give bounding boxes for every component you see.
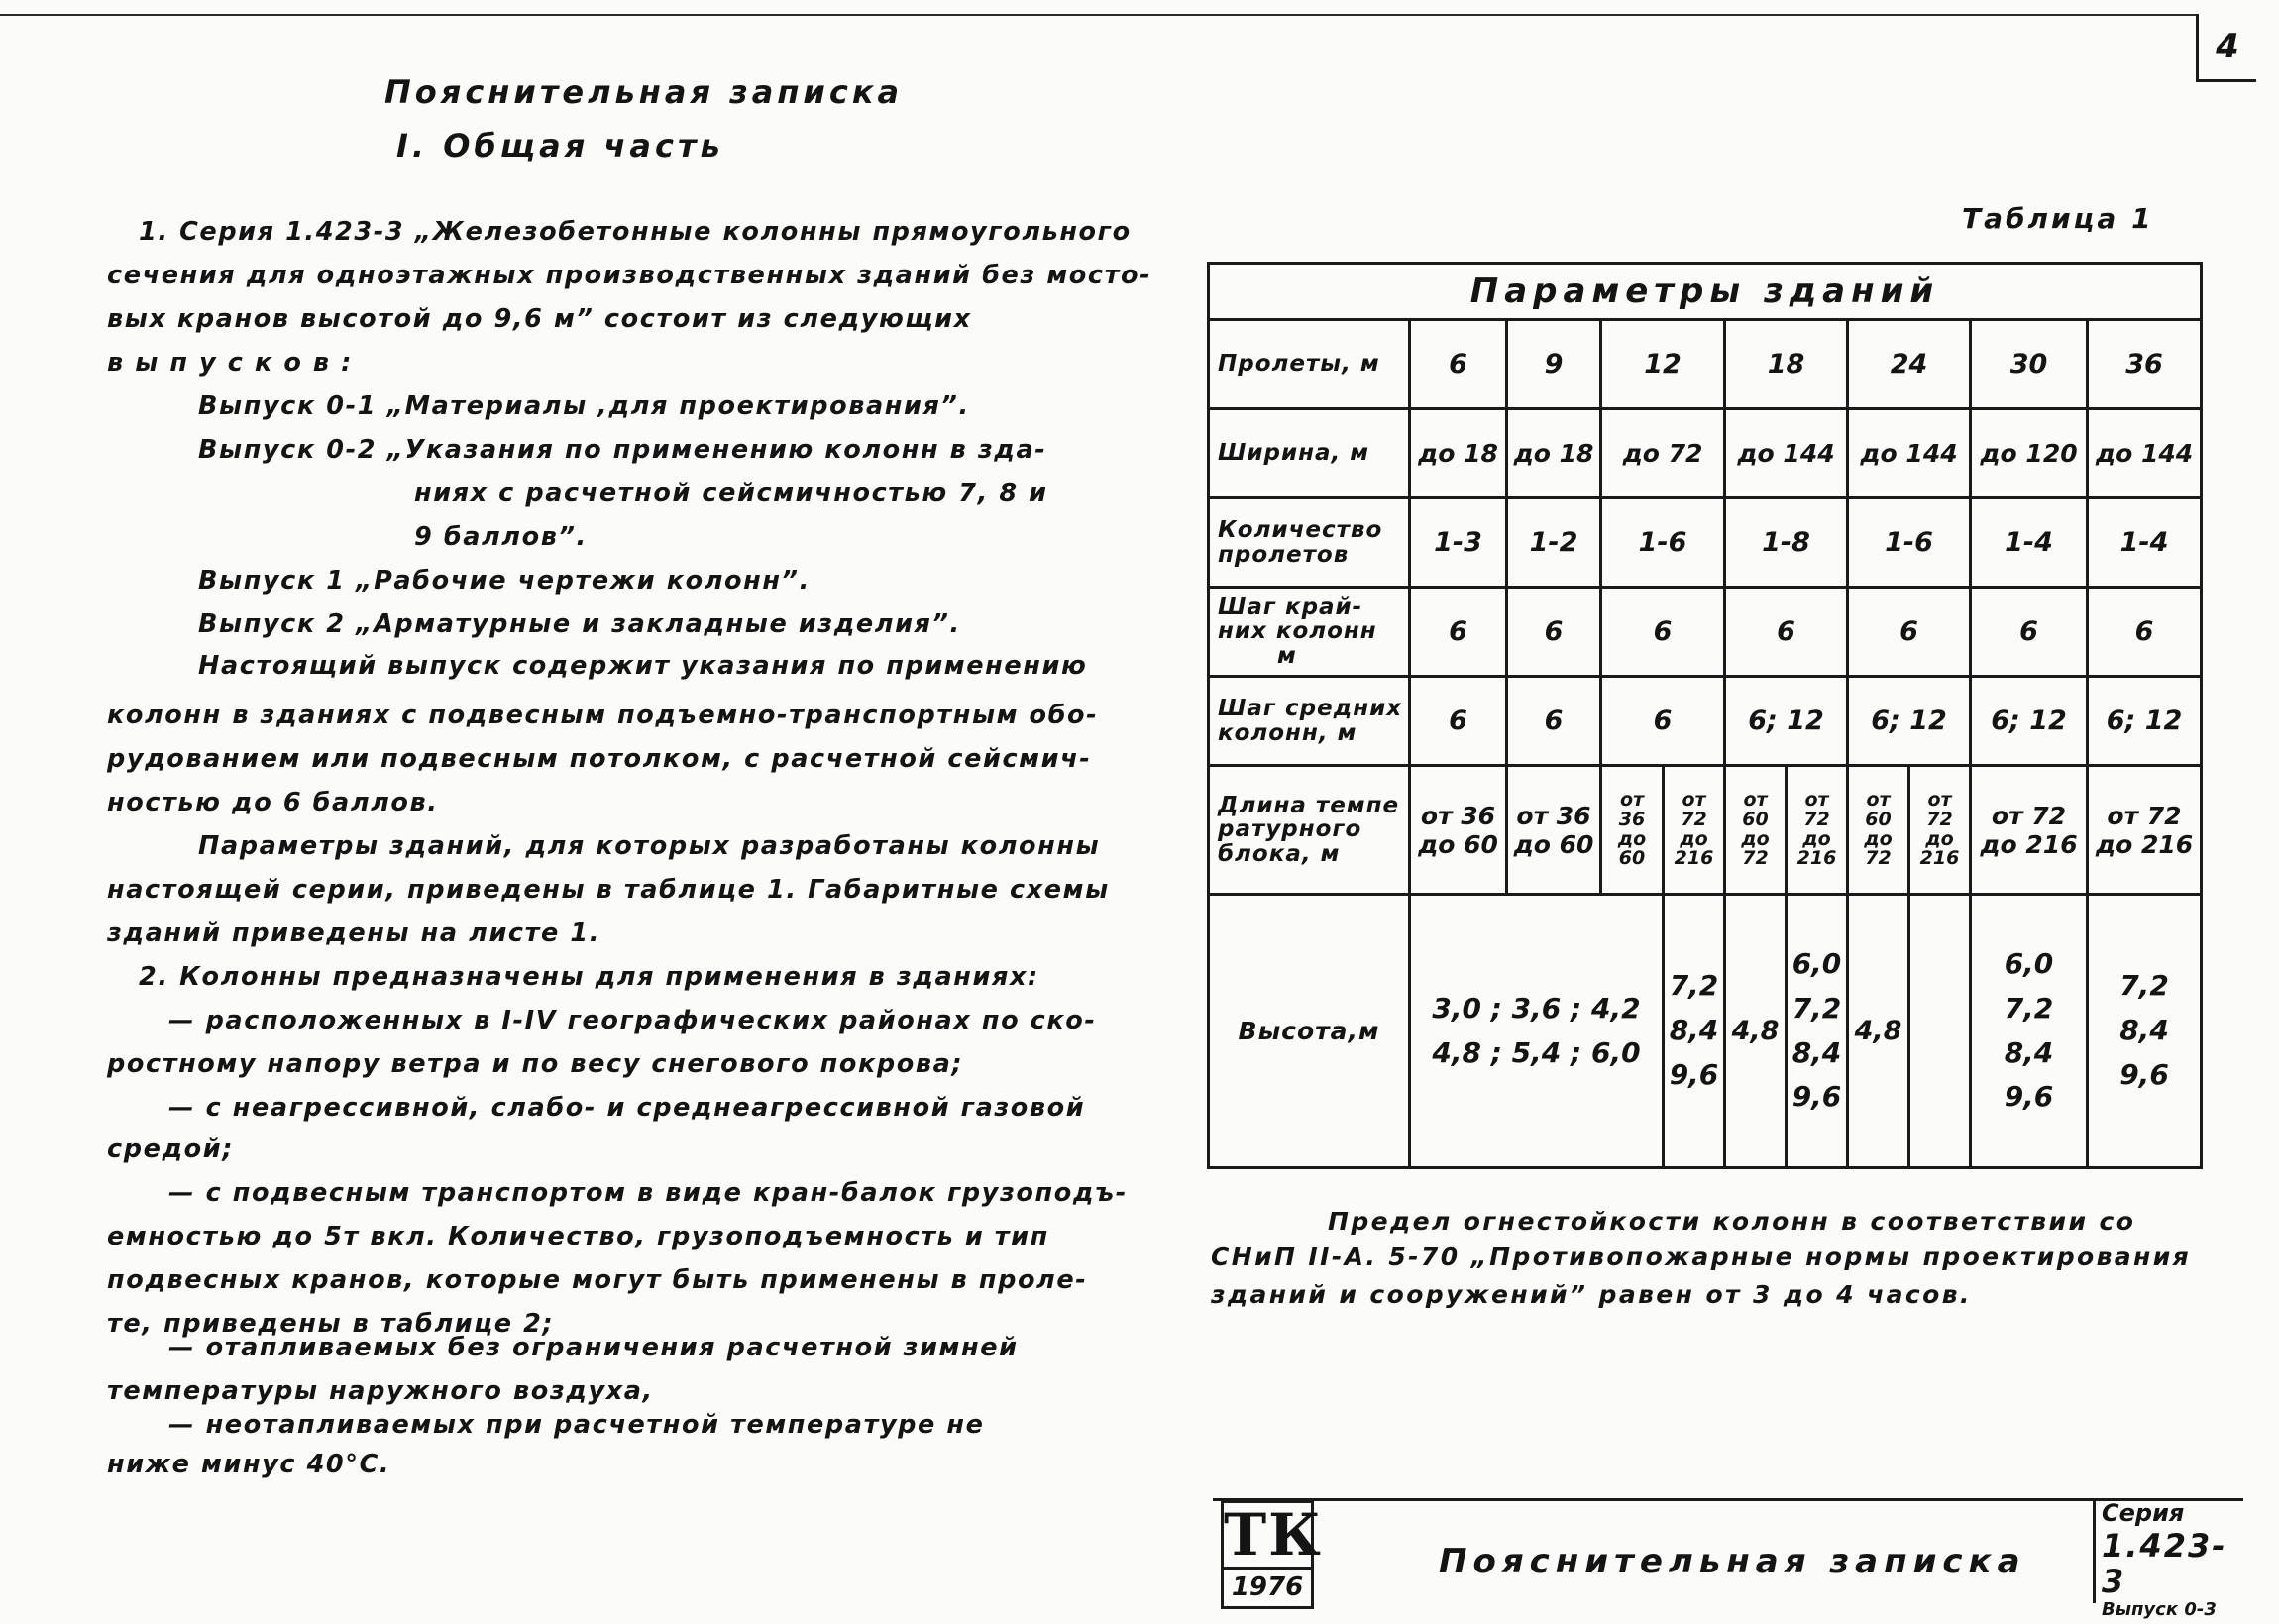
row-label-line: ратурного	[1218, 816, 1362, 843]
cell-line: 72	[1803, 808, 1830, 830]
body-line: колонн в зданиях с подвесным подъемно-транспортным обо-	[107, 701, 1099, 730]
cell-line: 7,2	[2119, 969, 2169, 1003]
row-label-line: пролетов	[1218, 541, 1350, 568]
cell-line: от	[1743, 788, 1768, 811]
issue-label: Выпуск 0-3	[2102, 1599, 2217, 1621]
table-cell: до 18	[1507, 409, 1601, 498]
row-label: Пролеты, м	[1209, 320, 1410, 409]
cell-line: до 216	[2095, 829, 2194, 859]
body-line: 2. Колонны предназначены для применения в зданиях:	[139, 962, 1039, 992]
cell-line: 72	[1865, 847, 1892, 870]
cell-line: 9,6	[2119, 1057, 2169, 1091]
cell-line: 8,4	[2004, 1035, 2054, 1069]
table-cell: 6	[1725, 588, 1848, 677]
cell-line: до	[1617, 827, 1647, 850]
body-line: температуры наружного воздуха,	[107, 1376, 654, 1406]
table-row	[1209, 498, 2202, 588]
cell-line: 216	[1919, 847, 1960, 870]
row-label-line: Шаг край-	[1218, 595, 1363, 621]
body-line: сечения для одноэтажных производственных зданий без мосто-	[107, 261, 1152, 290]
cell-line: 216	[1674, 847, 1714, 870]
table-row	[1209, 320, 2202, 409]
body-line: в ы п у с к о в :	[107, 348, 353, 378]
body-line: подвесных кранов, которые могут быть применены в проле-	[107, 1265, 1088, 1295]
fire-note-line: СНиП II-А. 5-70 „Противопожарные нормы проектирования	[1211, 1243, 2192, 1271]
table-cell	[1410, 766, 1507, 895]
table-cell: 1-4	[2088, 498, 2202, 588]
table-cell: до 120	[1971, 409, 2088, 498]
table-cell	[1971, 895, 2088, 1168]
body-line: настоящей серии, приведены в таблице 1. Габаритные схемы	[107, 875, 1110, 905]
table-cell	[1725, 766, 1787, 895]
body-line: — отапливаемых без ограничения расчетной зимней	[168, 1333, 1019, 1362]
tk-year: 1976	[1224, 1567, 1311, 1605]
table-cell: 12	[1601, 320, 1725, 409]
table-cell: 6	[1848, 588, 1971, 677]
row-label-line: м	[1277, 642, 1297, 669]
body-line: те, приведены в таблице 2;	[107, 1309, 555, 1339]
series-label: Серия	[2102, 1499, 2185, 1527]
table-cell: 4,8	[1848, 895, 1909, 1168]
table-cell: до 18	[1410, 409, 1507, 498]
table-cell	[1787, 766, 1848, 895]
cell-line: 72	[1681, 808, 1707, 830]
row-label	[1209, 588, 1410, 677]
series-box	[2093, 1499, 2250, 1621]
cell-line: 6,0	[2004, 946, 2054, 980]
cell-line: 4,8 ; 5,4 ; 6,0	[1432, 1035, 1641, 1069]
cell-line: 60	[1742, 808, 1769, 830]
table-cell	[2088, 766, 2202, 895]
table-row	[1209, 677, 2202, 766]
table-cell	[1601, 766, 1664, 895]
body-line: вых кранов высотой до 9,6 м” состоит из следующих	[107, 304, 972, 334]
table-cell: 6	[1410, 677, 1507, 766]
table-cell: 6	[2088, 588, 2202, 677]
table-cell	[1664, 895, 1725, 1168]
table-header: Параметры зданий	[1209, 264, 2202, 320]
table-row	[1209, 895, 2202, 1168]
row-label	[1209, 498, 1410, 588]
body-line: ростному напору ветра и по весу снегового покрова;	[107, 1049, 964, 1079]
table-cell: 6; 12	[1971, 677, 2088, 766]
table-cell: 6	[1971, 588, 2088, 677]
cell-line: 9,6	[1791, 1080, 1842, 1114]
cell-line: 60	[1618, 847, 1646, 870]
body-line: — с неагрессивной, слабо- и среднеагрессивной газовой	[168, 1093, 1086, 1123]
stamp-top-line	[1213, 1498, 2243, 1501]
table-cell	[1909, 895, 1971, 1168]
table-cell: 6	[1410, 588, 1507, 677]
cell-line: 9,6	[1669, 1057, 1719, 1091]
body-line: 1. Серия 1.423-3 „Железобетонные колонны прямоугольного	[139, 217, 1132, 247]
row-label: Ширина, м	[1209, 409, 1410, 498]
cell-line: 60	[1865, 808, 1892, 830]
row-label-line: Количество	[1218, 517, 1383, 544]
table-cell: 6	[1601, 588, 1725, 677]
cell-line: до	[1680, 827, 1708, 850]
table-cell: 6	[1601, 677, 1725, 766]
table-cell: 1-6	[1848, 498, 1971, 588]
body-line: — с подвесным транспортом в виде кран-балок грузоподъ-	[168, 1178, 1128, 1208]
body-line: — неотапливаемых при расчетной температуре не	[168, 1410, 985, 1440]
table-cell	[1909, 766, 1971, 895]
table-cell	[1410, 895, 1664, 1168]
table-cell: 1-3	[1410, 498, 1507, 588]
body-line: средой;	[107, 1135, 235, 1164]
table-cell: 1-4	[1971, 498, 2088, 588]
cell-line: 7,2	[2004, 991, 2054, 1025]
row-label	[1209, 677, 1410, 766]
cell-line: 8,4	[2119, 1014, 2169, 1047]
cell-line: до 216	[1980, 829, 2078, 859]
table-cell: 18	[1725, 320, 1848, 409]
table-header-row	[1209, 264, 2202, 320]
table-cell: 1-2	[1507, 498, 1601, 588]
series-number: 1.423-3	[2102, 1526, 2227, 1601]
table-cell: 6	[1507, 588, 1601, 677]
cell-line: 9,6	[2004, 1080, 2054, 1114]
cell-line: от 36	[1516, 801, 1591, 830]
table-row	[1209, 766, 2202, 895]
cell-line: 3,0 ; 3,6 ; 4,2	[1432, 991, 1641, 1025]
fire-note-line: Предел огнестойкости колонн в соответствии со	[1328, 1207, 2136, 1236]
cell-line: до	[1802, 827, 1831, 850]
table-row	[1209, 409, 2202, 498]
cell-line: 216	[1796, 847, 1837, 870]
table-cell: 1-6	[1601, 498, 1725, 588]
building-parameters-table	[1207, 262, 2203, 1169]
cell-line: до 60	[1418, 829, 1498, 859]
stamp-title: Пояснительная записка	[1439, 1542, 2026, 1581]
table-cell: до 144	[1848, 409, 1971, 498]
cell-line: от 72	[1991, 801, 2067, 830]
row-label-line: Длина темпе	[1218, 793, 1400, 819]
tk-logo	[1221, 1500, 1323, 1609]
table-cell: 9	[1507, 320, 1601, 409]
table-row	[1209, 588, 2202, 677]
cell-line: до	[1741, 827, 1770, 850]
cell-line: до	[1925, 827, 1954, 850]
body-line: ниях с расчетной сейсмичностью 7, 8 и	[414, 479, 1048, 508]
cell-line: от	[1619, 788, 1645, 811]
cell-line: 8,4	[1669, 1014, 1719, 1047]
table-cell: до 72	[1601, 409, 1725, 498]
table-cell	[1664, 766, 1725, 895]
cell-line: до	[1864, 827, 1893, 850]
row-label	[1209, 766, 1410, 895]
cell-line: от	[1804, 788, 1829, 811]
body-line: Параметры зданий, для которых разработаны колонны	[198, 831, 1101, 861]
table-cell	[1787, 895, 1848, 1168]
cell-line: 7,2	[1669, 969, 1719, 1003]
body-line: 9 баллов”.	[414, 522, 588, 552]
table-cell: 24	[1848, 320, 1971, 409]
cell-line: от	[1866, 788, 1891, 811]
table-cell: до 144	[1725, 409, 1848, 498]
table-cell: 6; 12	[1725, 677, 1848, 766]
body-line: ностью до 6 баллов.	[107, 788, 439, 817]
body-line: емностью до 5т вкл. Количество, грузоподъемность и тип	[107, 1222, 1049, 1251]
cell-line: 7,2	[1791, 991, 1842, 1025]
row-label-line: Шаг средних	[1218, 696, 1403, 722]
row-label-line: них колонн	[1218, 618, 1377, 645]
table-caption: Таблица 1	[1962, 202, 2154, 235]
table-cell: 1-8	[1725, 498, 1848, 588]
cell-line: от 72	[2107, 801, 2182, 830]
table-cell	[1507, 766, 1601, 895]
table-cell	[1848, 766, 1909, 895]
cell-line: от 36	[1420, 801, 1496, 830]
cell-line: 8,4	[1791, 1035, 1842, 1069]
cell-line: от	[1927, 788, 1952, 811]
page-title: Пояснительная записка	[384, 73, 904, 111]
cell-line: 36	[1618, 808, 1646, 830]
tk-logo-letters: ТК	[1224, 1501, 1323, 1569]
frame-top-line	[0, 14, 2196, 16]
table-cell: 6; 12	[1848, 677, 1971, 766]
table-cell: 4,8	[1725, 895, 1787, 1168]
row-label-line: колонн, м	[1218, 719, 1357, 746]
table-cell: 6	[1507, 677, 1601, 766]
table-cell: до 144	[2088, 409, 2202, 498]
body-line: Выпуск 2 „Арматурные и закладные изделия”.	[198, 609, 961, 639]
body-line: зданий приведены на листе 1.	[107, 919, 601, 948]
cell-line: 72	[1742, 847, 1769, 870]
table-cell: 36	[2088, 320, 2202, 409]
table-cell: 6; 12	[2088, 677, 2202, 766]
row-label-line: блока, м	[1218, 840, 1341, 867]
cell-line: 72	[1926, 808, 1953, 830]
page-number: 4	[2196, 14, 2256, 82]
table-cell	[1971, 766, 2088, 895]
row-label: Высота,м	[1209, 895, 1410, 1168]
body-line: — расположенных в I-IV географических районах по ско-	[168, 1006, 1097, 1035]
table-cell: 6	[1410, 320, 1507, 409]
body-line: ниже минус 40°С.	[107, 1450, 391, 1479]
body-line: Настоящий выпуск содержит указания по применению	[198, 651, 1088, 681]
section-title: I. Общая часть	[396, 127, 724, 164]
cell-line: от	[1682, 788, 1706, 811]
table-cell	[2088, 895, 2202, 1168]
body-line: Выпуск 0-2 „Указания по применению колонн в зда-	[198, 435, 1047, 465]
cell-line: до 60	[1513, 829, 1594, 859]
table-cell: 30	[1971, 320, 2088, 409]
body-line: Выпуск 1 „Рабочие чертежи колонн”.	[198, 566, 811, 595]
cell-line: 6,0	[1791, 946, 1842, 980]
body-line: рудованием или подвесным потолком, с расчетной сейсмич-	[107, 744, 1092, 774]
body-line: Выпуск 0-1 „Материалы ‚для проектирования”.	[198, 391, 970, 421]
fire-note-line: зданий и сооружений” равен от 3 до 4 часов.	[1211, 1280, 1972, 1309]
